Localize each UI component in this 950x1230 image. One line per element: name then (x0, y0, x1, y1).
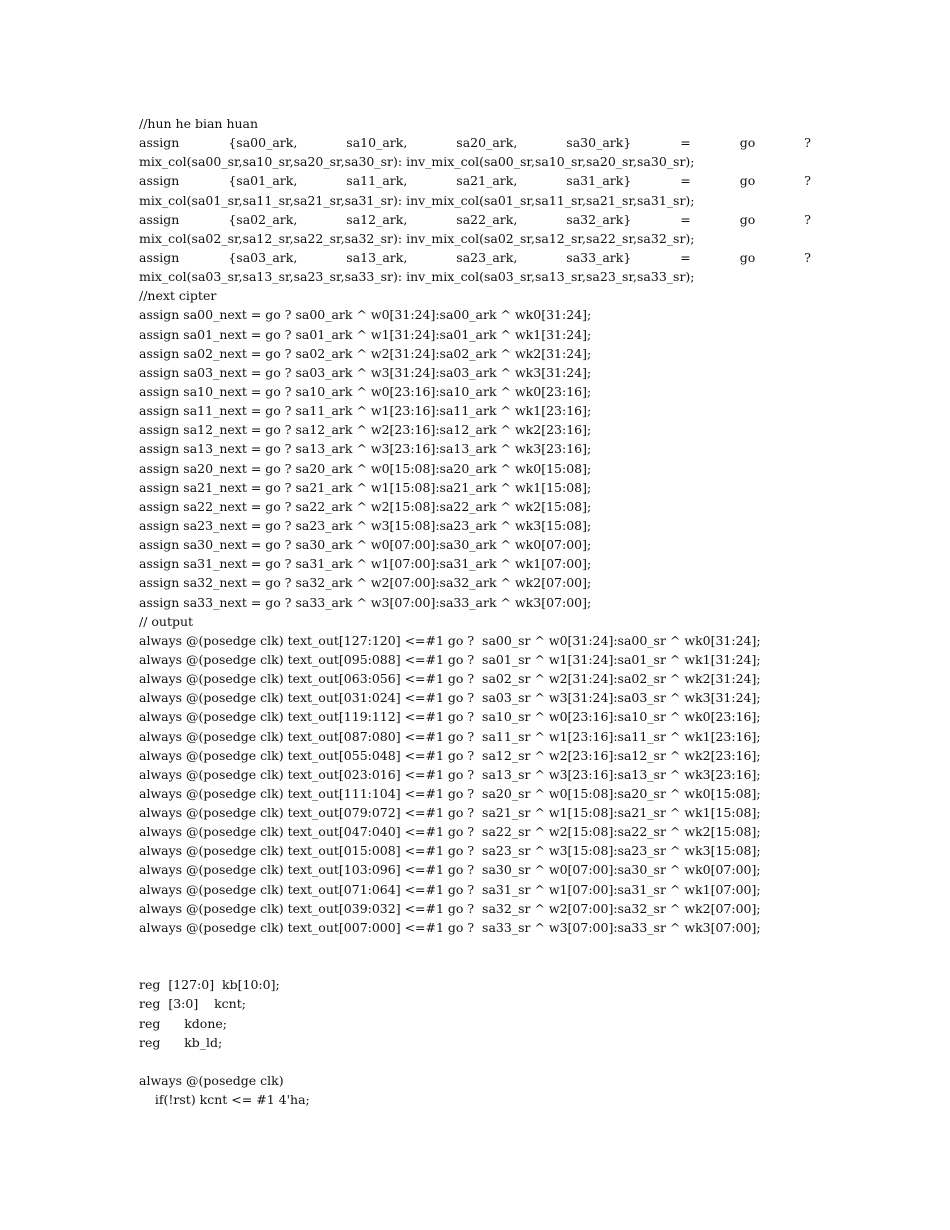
code-line: if(!rst) kcnt <= #1 4'ha; (139, 1092, 310, 1108)
code-line: assign sa00_next = go ? sa00_ark ^ w0[31:24]:sa00_ark ^ wk0[31:24]; (139, 307, 592, 323)
code-token: go (739, 173, 756, 189)
code-token: ? (804, 173, 811, 189)
code-line: reg [127:0] kb[10:0]; (139, 977, 280, 993)
code-line: always @(posedge clk) text_out[119:112] <=#1 go ? sa10_sr ^ w0[23:16]:sa10_sr ^ wk0[23:16]; (139, 709, 761, 725)
code-line: assign sa13_next = go ? sa13_ark ^ w3[23:16]:sa13_ark ^ wk3[23:16]; (139, 441, 592, 457)
code-line: always @(posedge clk) text_out[055:048] <=#1 go ? sa12_sr ^ w2[23:16]:sa12_sr ^ wk2[23:16]; (139, 747, 761, 763)
comment-line: //next cipter (139, 288, 217, 304)
code-token: go (739, 135, 756, 151)
code-token: sa11_ark, (346, 173, 408, 189)
code-line: assign sa33_next = go ? sa33_ark ^ w3[07:00]:sa33_ark ^ wk3[07:00]; (139, 594, 592, 610)
code-token: sa20_ark, (456, 135, 518, 151)
code-token: {sa00_ark, (228, 135, 298, 151)
code-line: always @(posedge clk) text_out[015:008] <=#1 go ? sa23_sr ^ w3[15:08]:sa23_sr ^ wk3[15:08]; (139, 843, 761, 859)
code-token: sa22_ark, (456, 211, 518, 227)
code-token: go (739, 211, 756, 227)
code-token: assign (139, 249, 180, 265)
blank-line (139, 1052, 811, 1071)
code-token: = (680, 173, 691, 189)
blank-line (139, 937, 811, 956)
code-line: mix_col(sa02_sr,sa12_sr,sa22_sr,sa32_sr): inv_mix_col(sa02_sr,sa12_sr,sa22_sr,sa32_sr); (139, 230, 695, 246)
code-token: assign (139, 211, 180, 227)
code-token: sa31_ark} (566, 173, 632, 189)
code-token: {sa01_ark, (228, 173, 298, 189)
code-line (139, 248, 811, 267)
code-line: mix_col(sa03_sr,sa13_sr,sa23_sr,sa33_sr): inv_mix_col(sa03_sr,sa13_sr,sa23_sr,sa33_sr); (139, 269, 695, 285)
code-line: mix_col(sa01_sr,sa11_sr,sa21_sr,sa31_sr): inv_mix_col(sa01_sr,sa11_sr,sa21_sr,sa31_sr); (139, 192, 695, 208)
code-line: assign sa10_next = go ? sa10_ark ^ w0[23:16]:sa10_ark ^ wk0[23:16]; (139, 383, 592, 399)
code-token: {sa03_ark, (228, 249, 298, 265)
code-line: assign sa31_next = go ? sa31_ark ^ w1[07:00]:sa31_ark ^ wk1[07:00]; (139, 556, 592, 572)
code-token: assign (139, 135, 180, 151)
code-token: = (680, 211, 691, 227)
code-token: sa21_ark, (456, 173, 518, 189)
code-token: = (680, 135, 691, 151)
code-token: ? (804, 249, 811, 265)
code-token: ? (804, 211, 811, 227)
code-line: assign sa20_next = go ? sa20_ark ^ w0[15:08]:sa20_ark ^ wk0[15:08]; (139, 460, 592, 476)
blank-line (139, 956, 811, 975)
code-line (139, 133, 811, 152)
code-line: assign sa22_next = go ? sa22_ark ^ w2[15:08]:sa22_ark ^ wk2[15:08]; (139, 498, 592, 514)
code-line: reg kb_ld; (139, 1034, 223, 1050)
code-line: assign sa01_next = go ? sa01_ark ^ w1[31:24]:sa01_ark ^ wk1[31:24]; (139, 326, 592, 342)
code-token: sa30_ark} (566, 135, 632, 151)
code-line: always @(posedge clk) text_out[127:120] <=#1 go ? sa00_sr ^ w0[31:24]:sa00_sr ^ wk0[31:24]; (139, 632, 761, 648)
code-token: sa13_ark, (346, 249, 408, 265)
code-line: assign sa23_next = go ? sa23_ark ^ w3[15:08]:sa23_ark ^ wk3[15:08]; (139, 517, 592, 533)
code-line: assign sa32_next = go ? sa32_ark ^ w2[07:00]:sa32_ark ^ wk2[07:00]; (139, 575, 592, 591)
code-line: always @(posedge clk) text_out[063:056] <=#1 go ? sa02_sr ^ w2[31:24]:sa02_sr ^ wk2[31:24]; (139, 671, 761, 687)
code-line: always @(posedge clk) text_out[007:000] <=#1 go ? sa33_sr ^ w3[07:00]:sa33_sr ^ wk3[07:00]; (139, 919, 761, 935)
code-token: sa12_ark, (346, 211, 408, 227)
code-token: sa10_ark, (346, 135, 408, 151)
code-line: always @(posedge clk) text_out[039:032] <=#1 go ? sa32_sr ^ w2[07:00]:sa32_sr ^ wk2[07:00]; (139, 900, 761, 916)
code-line: assign sa03_next = go ? sa03_ark ^ w3[31:24]:sa03_ark ^ wk3[31:24]; (139, 364, 592, 380)
code-token: sa23_ark, (456, 249, 518, 265)
code-document (139, 114, 811, 1109)
code-line: always @(posedge clk) text_out[111:104] <=#1 go ? sa20_sr ^ w0[15:08]:sa20_sr ^ wk0[15:08]; (139, 785, 761, 801)
code-line: mix_col(sa00_sr,sa10_sr,sa20_sr,sa30_sr): inv_mix_col(sa00_sr,sa10_sr,sa20_sr,sa30_sr); (139, 154, 695, 170)
code-token: ? (804, 135, 811, 151)
code-line: always @(posedge clk) (139, 1073, 284, 1089)
code-token: assign (139, 173, 180, 189)
code-line (139, 210, 811, 229)
code-line: always @(posedge clk) text_out[087:080] <=#1 go ? sa11_sr ^ w1[23:16]:sa11_sr ^ wk1[23:16]; (139, 728, 761, 744)
code-line: always @(posedge clk) text_out[079:072] <=#1 go ? sa21_sr ^ w1[15:08]:sa21_sr ^ wk1[15:08]; (139, 805, 761, 821)
code-token: = (680, 249, 691, 265)
code-line: reg kdone; (139, 1015, 227, 1031)
code-line: always @(posedge clk) text_out[031:024] <=#1 go ? sa03_sr ^ w3[31:24]:sa03_sr ^ wk3[31:24]; (139, 690, 761, 706)
code-line: always @(posedge clk) text_out[047:040] <=#1 go ? sa22_sr ^ w2[15:08]:sa22_sr ^ wk2[15:08]; (139, 824, 761, 840)
code-line: assign sa21_next = go ? sa21_ark ^ w1[15:08]:sa21_ark ^ wk1[15:08]; (139, 479, 592, 495)
code-line (139, 171, 811, 190)
code-line: always @(posedge clk) text_out[071:064] <=#1 go ? sa31_sr ^ w1[07:00]:sa31_sr ^ wk1[07:00]; (139, 881, 761, 897)
code-line: assign sa02_next = go ? sa02_ark ^ w2[31:24]:sa02_ark ^ wk2[31:24]; (139, 345, 592, 361)
code-line: assign sa30_next = go ? sa30_ark ^ w0[07:00]:sa30_ark ^ wk0[07:00]; (139, 537, 592, 553)
code-line: always @(posedge clk) text_out[023:016] <=#1 go ? sa13_sr ^ w3[23:16]:sa13_sr ^ wk3[23:16]; (139, 766, 761, 782)
code-token: sa32_ark} (566, 211, 632, 227)
code-line: reg [3:0] kcnt; (139, 996, 246, 1012)
comment-line: // output (139, 613, 194, 629)
code-line: always @(posedge clk) text_out[095:088] <=#1 go ? sa01_sr ^ w1[31:24]:sa01_sr ^ wk1[31:24]; (139, 651, 761, 667)
code-token: {sa02_ark, (228, 211, 298, 227)
code-line: always @(posedge clk) text_out[103:096] <=#1 go ? sa30_sr ^ w0[07:00]:sa30_sr ^ wk0[07:00]; (139, 862, 761, 878)
code-line: assign sa11_next = go ? sa11_ark ^ w1[23:16]:sa11_ark ^ wk1[23:16]; (139, 403, 592, 419)
code-token: sa33_ark} (566, 249, 632, 265)
comment-line: //hun he bian huan (139, 116, 259, 131)
code-line: assign sa12_next = go ? sa12_ark ^ w2[23:16]:sa12_ark ^ wk2[23:16]; (139, 422, 592, 438)
code-token: go (739, 249, 756, 265)
